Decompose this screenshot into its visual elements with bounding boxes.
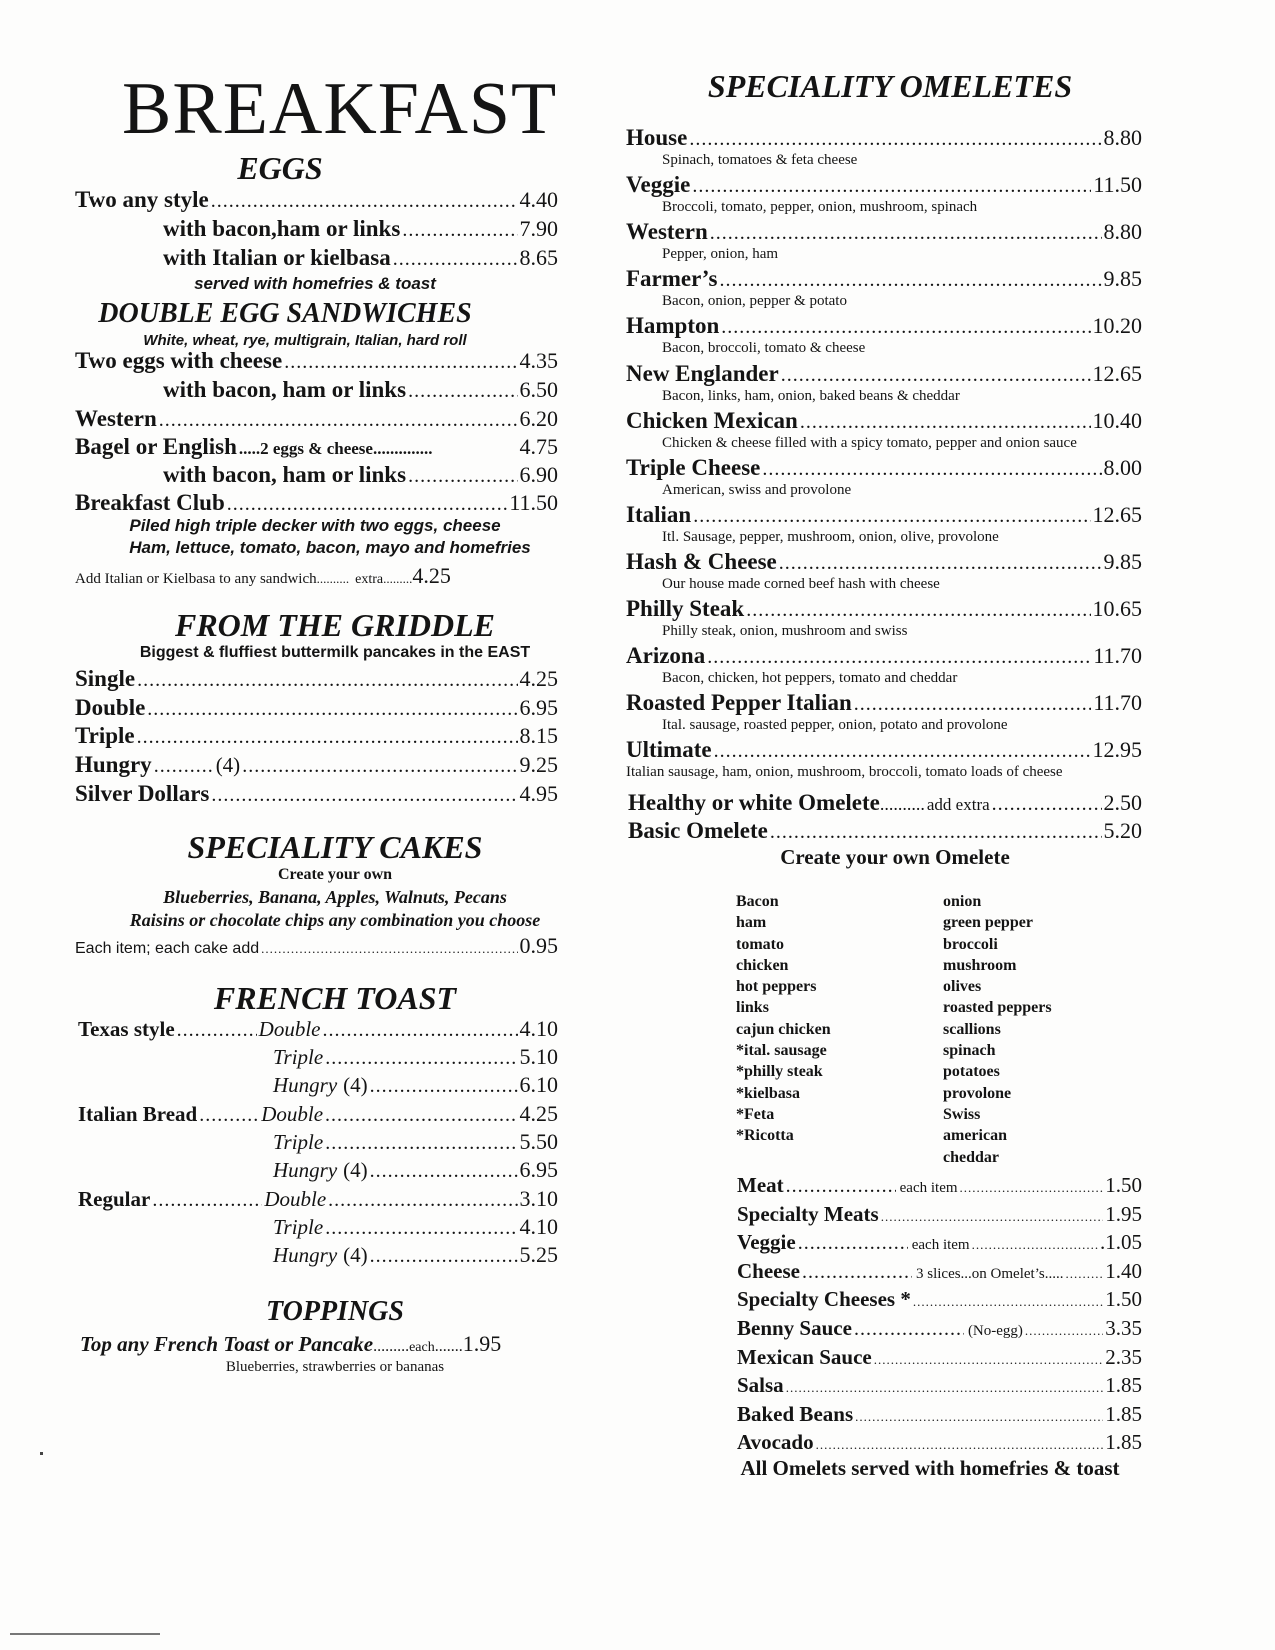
ingredient-item: spinach bbox=[943, 1042, 996, 1060]
extra-detail: each item bbox=[911, 1237, 970, 1254]
menu-item-breakfast-club: Breakfast Club ..... 11.50 bbox=[75, 490, 558, 516]
omelet-name: Hampton bbox=[626, 313, 720, 339]
omelet-item-hash-cheese bbox=[626, 549, 1142, 575]
menu-item-hungry: Hungry ..... (4) ..... 9.25 bbox=[75, 752, 558, 778]
omelet-price: 8.80 bbox=[1103, 219, 1142, 245]
ingredient-item: mushroom bbox=[943, 956, 1017, 974]
extra-price: 1.85 bbox=[1105, 1373, 1142, 1398]
menu-item-two-any-style: Two any style ..... 4.40 bbox=[75, 187, 558, 213]
menu-item-eggs-italian: with Italian or kielbasa ..... 8.65 bbox=[163, 245, 558, 271]
omelet-name: Arizona bbox=[626, 643, 706, 669]
menu-item-italian-bread-triple: Triple ..... 5.50 bbox=[273, 1129, 558, 1155]
cakes-subtitle: Create your own bbox=[277, 866, 393, 883]
extra-item-specialty-cheeses bbox=[737, 1287, 1142, 1312]
omelet-description: Italian sausage, ham, onion, mushroom, broccoli, tomato loads of cheese bbox=[626, 764, 1063, 781]
omelet-item-ultimate bbox=[626, 737, 1142, 763]
omelet-description: Bacon, chicken, hot peppers, tomato and cheddar bbox=[662, 670, 958, 687]
menu-item-regular-double: Regular ..... Double ..... 3.10 bbox=[78, 1186, 558, 1212]
omelet-name: Farmer’s bbox=[626, 266, 718, 292]
ingredient-item: ham bbox=[736, 914, 767, 932]
scan-dot bbox=[40, 1452, 43, 1455]
extra-item-mexican-sauce bbox=[737, 1345, 1142, 1370]
extra-price: .1.05 bbox=[1100, 1230, 1142, 1255]
omelet-price: 11.70 bbox=[1093, 643, 1142, 669]
extra-name: Salsa bbox=[737, 1373, 784, 1398]
omelet-price: 11.70 bbox=[1093, 690, 1142, 716]
omelet-description: Chicken & cheese filled with a spicy tomato, pepper and onion sauce bbox=[662, 434, 1077, 451]
menu-item-italian-bread-double: Italian Bread ..... Double ..... 4.25 bbox=[78, 1101, 558, 1127]
cakes-options-line-1: Blueberries, Banana, Apples, Walnuts, Pecans bbox=[163, 887, 507, 907]
ingredients-list-meats bbox=[736, 891, 831, 1147]
extra-price: 1.95 bbox=[1105, 1201, 1142, 1226]
extra-item-benny-sauce bbox=[737, 1316, 1142, 1341]
eggs-served-note: served with homefries & toast bbox=[194, 274, 436, 293]
omelet-item-arizona bbox=[626, 643, 1142, 669]
omelet-price: 10.40 bbox=[1092, 407, 1142, 433]
ingredient-item: broccoli bbox=[943, 935, 998, 953]
club-description-1: Piled high triple decker with two eggs, cheese bbox=[129, 516, 501, 535]
omelet-price: 10.20 bbox=[1092, 313, 1142, 339]
extra-item-specialty-meats bbox=[737, 1202, 1142, 1227]
omelets-footer-note: All Omelets served with homefries & toast bbox=[740, 1456, 1120, 1480]
menu-item-sandwich-addon: Add Italian or Kielbasa to any sandwich .......... extra ......... 4.25 bbox=[75, 563, 451, 588]
ingredient-item: roasted peppers bbox=[943, 999, 1052, 1017]
extra-item-salsa bbox=[737, 1373, 1142, 1398]
omelet-item-philly-steak bbox=[626, 596, 1142, 622]
ingredient-item: tomato bbox=[736, 935, 784, 953]
toppings-section-title: TOPPINGS bbox=[266, 1296, 404, 1327]
omelet-name: Italian bbox=[626, 501, 692, 527]
omelet-name: Hash & Cheese bbox=[626, 548, 777, 574]
ingredient-item: scallions bbox=[943, 1020, 1001, 1038]
omelet-price: 8.80 bbox=[1103, 125, 1142, 150]
omelet-item-new-englander bbox=[626, 361, 1142, 387]
ingredient-item: *Ricotta bbox=[736, 1127, 794, 1145]
omelet-name: Triple Cheese bbox=[626, 454, 761, 480]
omelet-price: 9.85 bbox=[1103, 266, 1142, 292]
omelet-description: Bacon, broccoli, tomato & cheese bbox=[662, 340, 866, 357]
griddle-section-title: FROM THE GRIDDLE bbox=[174, 607, 496, 643]
omelet-name: Philly Steak bbox=[626, 596, 745, 621]
menu-item-eggs-bacon: with bacon,ham or links ..... 7.90 bbox=[163, 216, 558, 242]
omelet-name: Western bbox=[626, 219, 708, 245]
extra-name: Cheese bbox=[737, 1258, 800, 1283]
omelet-name: Chicken Mexican bbox=[626, 407, 798, 433]
menu-item-texas-double: Texas style ..... Double ..... 4.10 bbox=[78, 1016, 558, 1042]
ingredient-item: *kielbasa bbox=[736, 1084, 801, 1102]
ingredient-item: chicken bbox=[736, 956, 789, 974]
extra-item-veggie bbox=[737, 1230, 1142, 1255]
menu-item-two-eggs-cheese: Two eggs with cheese ..... 4.35 bbox=[75, 348, 558, 374]
extra-item-meat bbox=[737, 1173, 1142, 1198]
ingredient-item: hot peppers bbox=[736, 978, 817, 996]
omelet-price: 12.65 bbox=[1092, 501, 1142, 527]
omelet-name: Veggie bbox=[626, 172, 691, 198]
extra-detail: each item bbox=[899, 1180, 958, 1196]
ingredient-item: onion bbox=[943, 893, 982, 910]
griddle-subtitle: Biggest & fluffiest buttermilk pancakes in the EAST bbox=[139, 644, 531, 661]
omelet-description: Itl. Sausage, pepper, mushroom, onion, olive, provolone bbox=[662, 528, 999, 545]
omelet-name: Ultimate bbox=[626, 737, 712, 763]
extra-name: Baked Beans bbox=[737, 1401, 854, 1426]
menu-item-italian-bread-hungry: Hungry (4) ..... 6.95 bbox=[273, 1157, 558, 1183]
menu-item-texas-triple: Triple ..... 5.10 bbox=[273, 1044, 558, 1070]
menu-item-western-sandwich: Western ..... 6.20 bbox=[75, 406, 558, 432]
menu-item-regular-triple: Triple ..... 4.10 bbox=[273, 1214, 558, 1240]
ingredient-item: american bbox=[943, 1127, 1007, 1145]
omelet-item-italian bbox=[626, 502, 1142, 528]
ingredient-item: *ital. sausage bbox=[736, 1042, 827, 1060]
extra-item-cheese bbox=[737, 1259, 1142, 1284]
extra-name: Specialty Cheeses * bbox=[737, 1287, 911, 1312]
eggs-section-title: EGGS bbox=[237, 150, 323, 186]
extra-price: 1.50 bbox=[1105, 1287, 1142, 1312]
extra-name: Benny Sauce bbox=[737, 1316, 852, 1340]
omelet-name: House bbox=[626, 125, 688, 150]
extra-price: 1.85 bbox=[1105, 1401, 1142, 1426]
menu-item-silver-dollars: Silver Dollars ..... 4.95 bbox=[75, 781, 558, 807]
omelet-item-hampton bbox=[626, 313, 1142, 339]
extra-name: Meat bbox=[737, 1173, 784, 1197]
extra-name: Veggie bbox=[737, 1230, 796, 1255]
extra-detail: 3 slices...on Omelet’s..... bbox=[915, 1265, 1064, 1282]
extra-price: 1.85 bbox=[1105, 1430, 1142, 1455]
omelet-item-farmer-s bbox=[626, 266, 1142, 292]
toppings-description: Blueberries, strawberries or bananas bbox=[225, 1359, 445, 1375]
menu-item-double: Double ..... 6.95 bbox=[75, 695, 558, 721]
sandwich-breads-note: White, wheat, rye, multigrain, Italian, hard roll bbox=[143, 332, 467, 349]
omelet-item-house bbox=[626, 125, 1142, 151]
omelet-price: 11.50 bbox=[1093, 172, 1142, 198]
extra-name: Specialty Meats bbox=[737, 1201, 879, 1226]
ingredient-item: cheddar bbox=[943, 1148, 999, 1166]
omelets-section-title: SPECIALITY OMELETES bbox=[707, 68, 1073, 104]
ingredient-item: *Feta bbox=[736, 1105, 775, 1123]
ingredient-item: *philly steak bbox=[736, 1063, 823, 1081]
cakes-section-title: SPECIALITY CAKES bbox=[187, 829, 483, 865]
omelet-item-roasted-pepper-italian bbox=[626, 690, 1142, 716]
extra-item-avocado bbox=[737, 1430, 1142, 1455]
sandwiches-section-title: DOUBLE EGG SANDWICHES bbox=[98, 298, 472, 329]
ingredient-item: Swiss bbox=[943, 1105, 981, 1123]
ingredients-list-veggies-cheeses bbox=[943, 891, 1052, 1168]
extra-price: 3.35 bbox=[1105, 1316, 1142, 1340]
extra-name: Avocado bbox=[737, 1430, 814, 1455]
ingredient-item: links bbox=[736, 999, 769, 1017]
omelet-description: Our house made corned beef hash with cheese bbox=[662, 575, 940, 592]
omelet-price: 10.65 bbox=[1092, 596, 1142, 621]
ingredient-item: provolone bbox=[943, 1084, 1012, 1102]
menu-item-bagel-english: Bagel or English .....2 eggs & cheese.............. 4.75 bbox=[75, 434, 558, 459]
omelet-name: Roasted Pepper Italian bbox=[626, 690, 852, 716]
omelet-description: American, swiss and provolone bbox=[662, 481, 852, 498]
menu-item-basic-omelete: Basic Omelete ..... 5.20 bbox=[628, 818, 1142, 844]
ingredient-item: green pepper bbox=[943, 914, 1033, 932]
extra-price: 2.35 bbox=[1105, 1344, 1142, 1369]
omelet-description: Pepper, onion, ham bbox=[662, 246, 779, 263]
extra-name: Mexican Sauce bbox=[737, 1344, 872, 1369]
french-toast-section-title: FRENCH TOAST bbox=[213, 980, 457, 1016]
omelet-price: 12.95 bbox=[1092, 737, 1142, 763]
omelet-price: 8.00 bbox=[1103, 454, 1142, 480]
extra-price: 1.50 bbox=[1105, 1173, 1142, 1197]
menu-item-bagel-bacon: with bacon, ham or links ..... 6.90 bbox=[163, 462, 558, 488]
menu-item-triple: Triple ..... 8.15 bbox=[75, 723, 558, 749]
extra-price: 1.40 bbox=[1105, 1258, 1142, 1283]
omelet-price: 9.85 bbox=[1103, 548, 1142, 574]
menu-item-cake-add: Each item; each cake add ..... 0.95 bbox=[75, 933, 558, 959]
menu-item-toppings: Top any French Toast or Pancake ......... each ....... 1.95 bbox=[80, 1331, 502, 1356]
omelet-name: New Englander bbox=[626, 360, 779, 386]
ingredient-item: Bacon bbox=[736, 893, 779, 910]
omelet-description: Ital. sausage, roasted pepper, onion, potato and provolone bbox=[662, 717, 1008, 734]
omelet-item-western bbox=[626, 219, 1142, 245]
ingredient-item: olives bbox=[943, 978, 982, 996]
create-your-own-title: Create your own Omelete bbox=[780, 845, 1010, 869]
omelet-description: Philly steak, onion, mushroom and swiss bbox=[662, 623, 908, 639]
extra-detail: (No-egg) bbox=[967, 1323, 1023, 1339]
menu-item-texas-hungry: Hungry (4) ..... 6.10 bbox=[273, 1072, 558, 1098]
page-title: BREAKFAST bbox=[122, 68, 558, 150]
omelet-description: Broccoli, tomato, pepper, onion, mushroom, spinach bbox=[662, 199, 978, 216]
menu-item-single: Single ..... 4.25 bbox=[75, 666, 558, 692]
ingredient-item: cajun chicken bbox=[736, 1020, 831, 1038]
club-description-2: Ham, lettuce, tomato, bacon, mayo and homefries bbox=[129, 538, 531, 557]
extra-item-baked-beans bbox=[737, 1402, 1142, 1427]
omelet-description: Bacon, links, ham, onion, baked beans & cheddar bbox=[662, 387, 960, 404]
omelet-item-veggie bbox=[626, 172, 1142, 198]
cakes-options-line-2: Raisins or chocolate chips any combination you choose bbox=[129, 910, 541, 930]
menu-item-sandwich-bacon: with bacon, ham or links ..... 6.50 bbox=[163, 377, 558, 403]
omelet-description: Bacon, onion, pepper & potato bbox=[662, 293, 847, 310]
omelet-item-triple-cheese bbox=[626, 455, 1142, 481]
menu-item-healthy-omelete: Healthy or white Omelete .......... add extra ..... 2.50 bbox=[628, 790, 1142, 816]
omelet-description: Spinach, tomatoes & feta cheese bbox=[662, 152, 858, 168]
omelet-item-chicken-mexican bbox=[626, 408, 1142, 434]
menu-item-regular-hungry: Hungry (4) ..... 5.25 bbox=[273, 1242, 558, 1268]
ingredient-item: potatoes bbox=[943, 1063, 1000, 1081]
omelet-price: 12.65 bbox=[1092, 360, 1142, 386]
bottom-rule bbox=[10, 1633, 160, 1635]
